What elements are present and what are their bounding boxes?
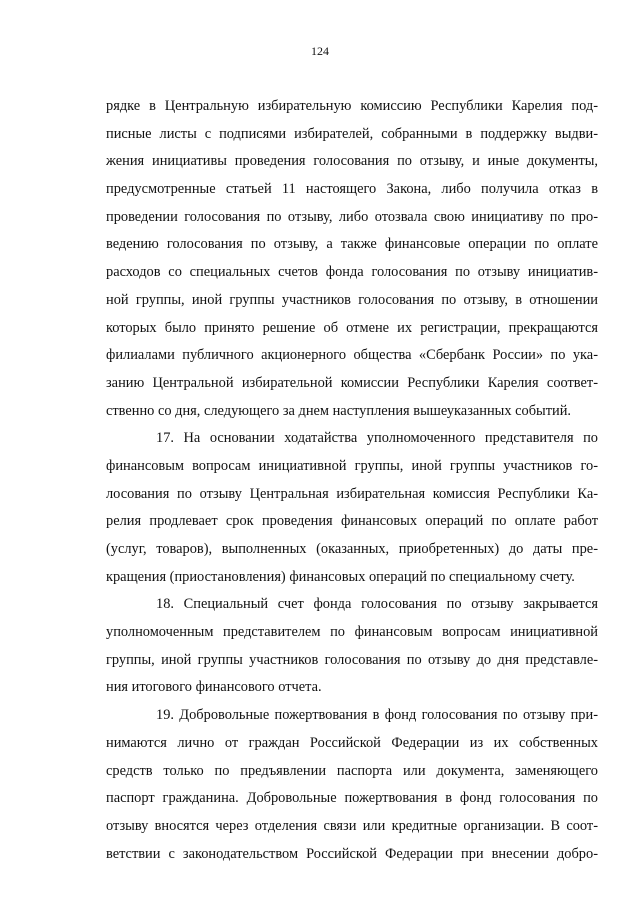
text-line: кращения (приостановления) финансовых операций по специальному счету.: [106, 568, 575, 585]
body-text: [106, 93, 598, 868]
text-line: проведении голосования по отзыву, либо отозвала свою инициативу по про-: [106, 208, 598, 225]
text-line: релия продлевает срок проведения финансовых операций по оплате работ: [106, 513, 598, 530]
text-line: занию Центральной избирательной комиссии Республики Карелия соответ-: [106, 374, 598, 391]
page-number: 124: [311, 44, 329, 58]
text-line: ной группы, иной группы участников голосования по отзыву, в отношении: [106, 291, 598, 308]
text-line: ведению голосования по отзыву, а также финансовые операции по оплате: [106, 236, 598, 253]
text-line: рядке в Центральную избирательную комиссию Республики Карелия под-: [106, 98, 598, 114]
text-line: паспорт гражданина. Добровольные пожертвования в фонд голосования по: [106, 790, 598, 807]
text-line: ственно со дня, следующего за днем наступления вышеуказанных событий.: [106, 402, 571, 419]
paragraph-18-first-line: 18. Специальный счет фонда голосования по отзыву закрывается: [156, 596, 598, 613]
text-line: предусмотренные статьей 11 настоящего Закона, либо получила отказ в: [106, 181, 598, 198]
text-line: ния итогового финансового отчета.: [106, 679, 322, 696]
text-line: группы, иной группы участников голосования по отзыву до дня представле-: [106, 651, 598, 668]
text-line: финансовым вопросам инициативной группы, иной группы участников го-: [106, 457, 598, 474]
text-line: ветствии с законодательством Российской Федерации при внесении добро-: [106, 845, 598, 862]
text-line: филиалами публичного акционерного общества «Сбербанк России» по ука-: [106, 347, 598, 364]
text-line: расходов со специальных счетов фонда голосования по отзыву инициатив-: [106, 264, 598, 281]
text-line: которых было принято решение об отмене их регистрации, прекращаются: [106, 319, 598, 336]
text-line: средств только по предъявлении паспорта или документа, заменяющего: [106, 762, 598, 779]
paragraph-17-first-line: 17. На основании ходатайства уполномоченного представителя по: [156, 430, 598, 447]
text-line: лосования по отзыву Центральная избирательная комиссия Республики Ка-: [106, 485, 598, 502]
paragraph-19-first-line: 19. Добровольные пожертвования в фонд голосования по отзыву при-: [156, 707, 598, 724]
text-line: (услуг, товаров), выполненных (оказанных, приобретенных) до даты пре-: [106, 541, 598, 557]
text-line: нимаются лично от граждан Российской Федерации из их собственных: [106, 734, 598, 751]
text-line: отзыву вносятся через отделения связи или кредитные организации. В соот-: [106, 817, 598, 834]
text-line: уполномоченным представителем по финансовым вопросам инициативной: [106, 624, 598, 641]
text-line: жения инициативы проведения голосования по отзыву, и иные документы,: [106, 153, 598, 170]
text-line: писные листы с подписями избирателей, собранными в поддержку выдви-: [106, 125, 598, 142]
